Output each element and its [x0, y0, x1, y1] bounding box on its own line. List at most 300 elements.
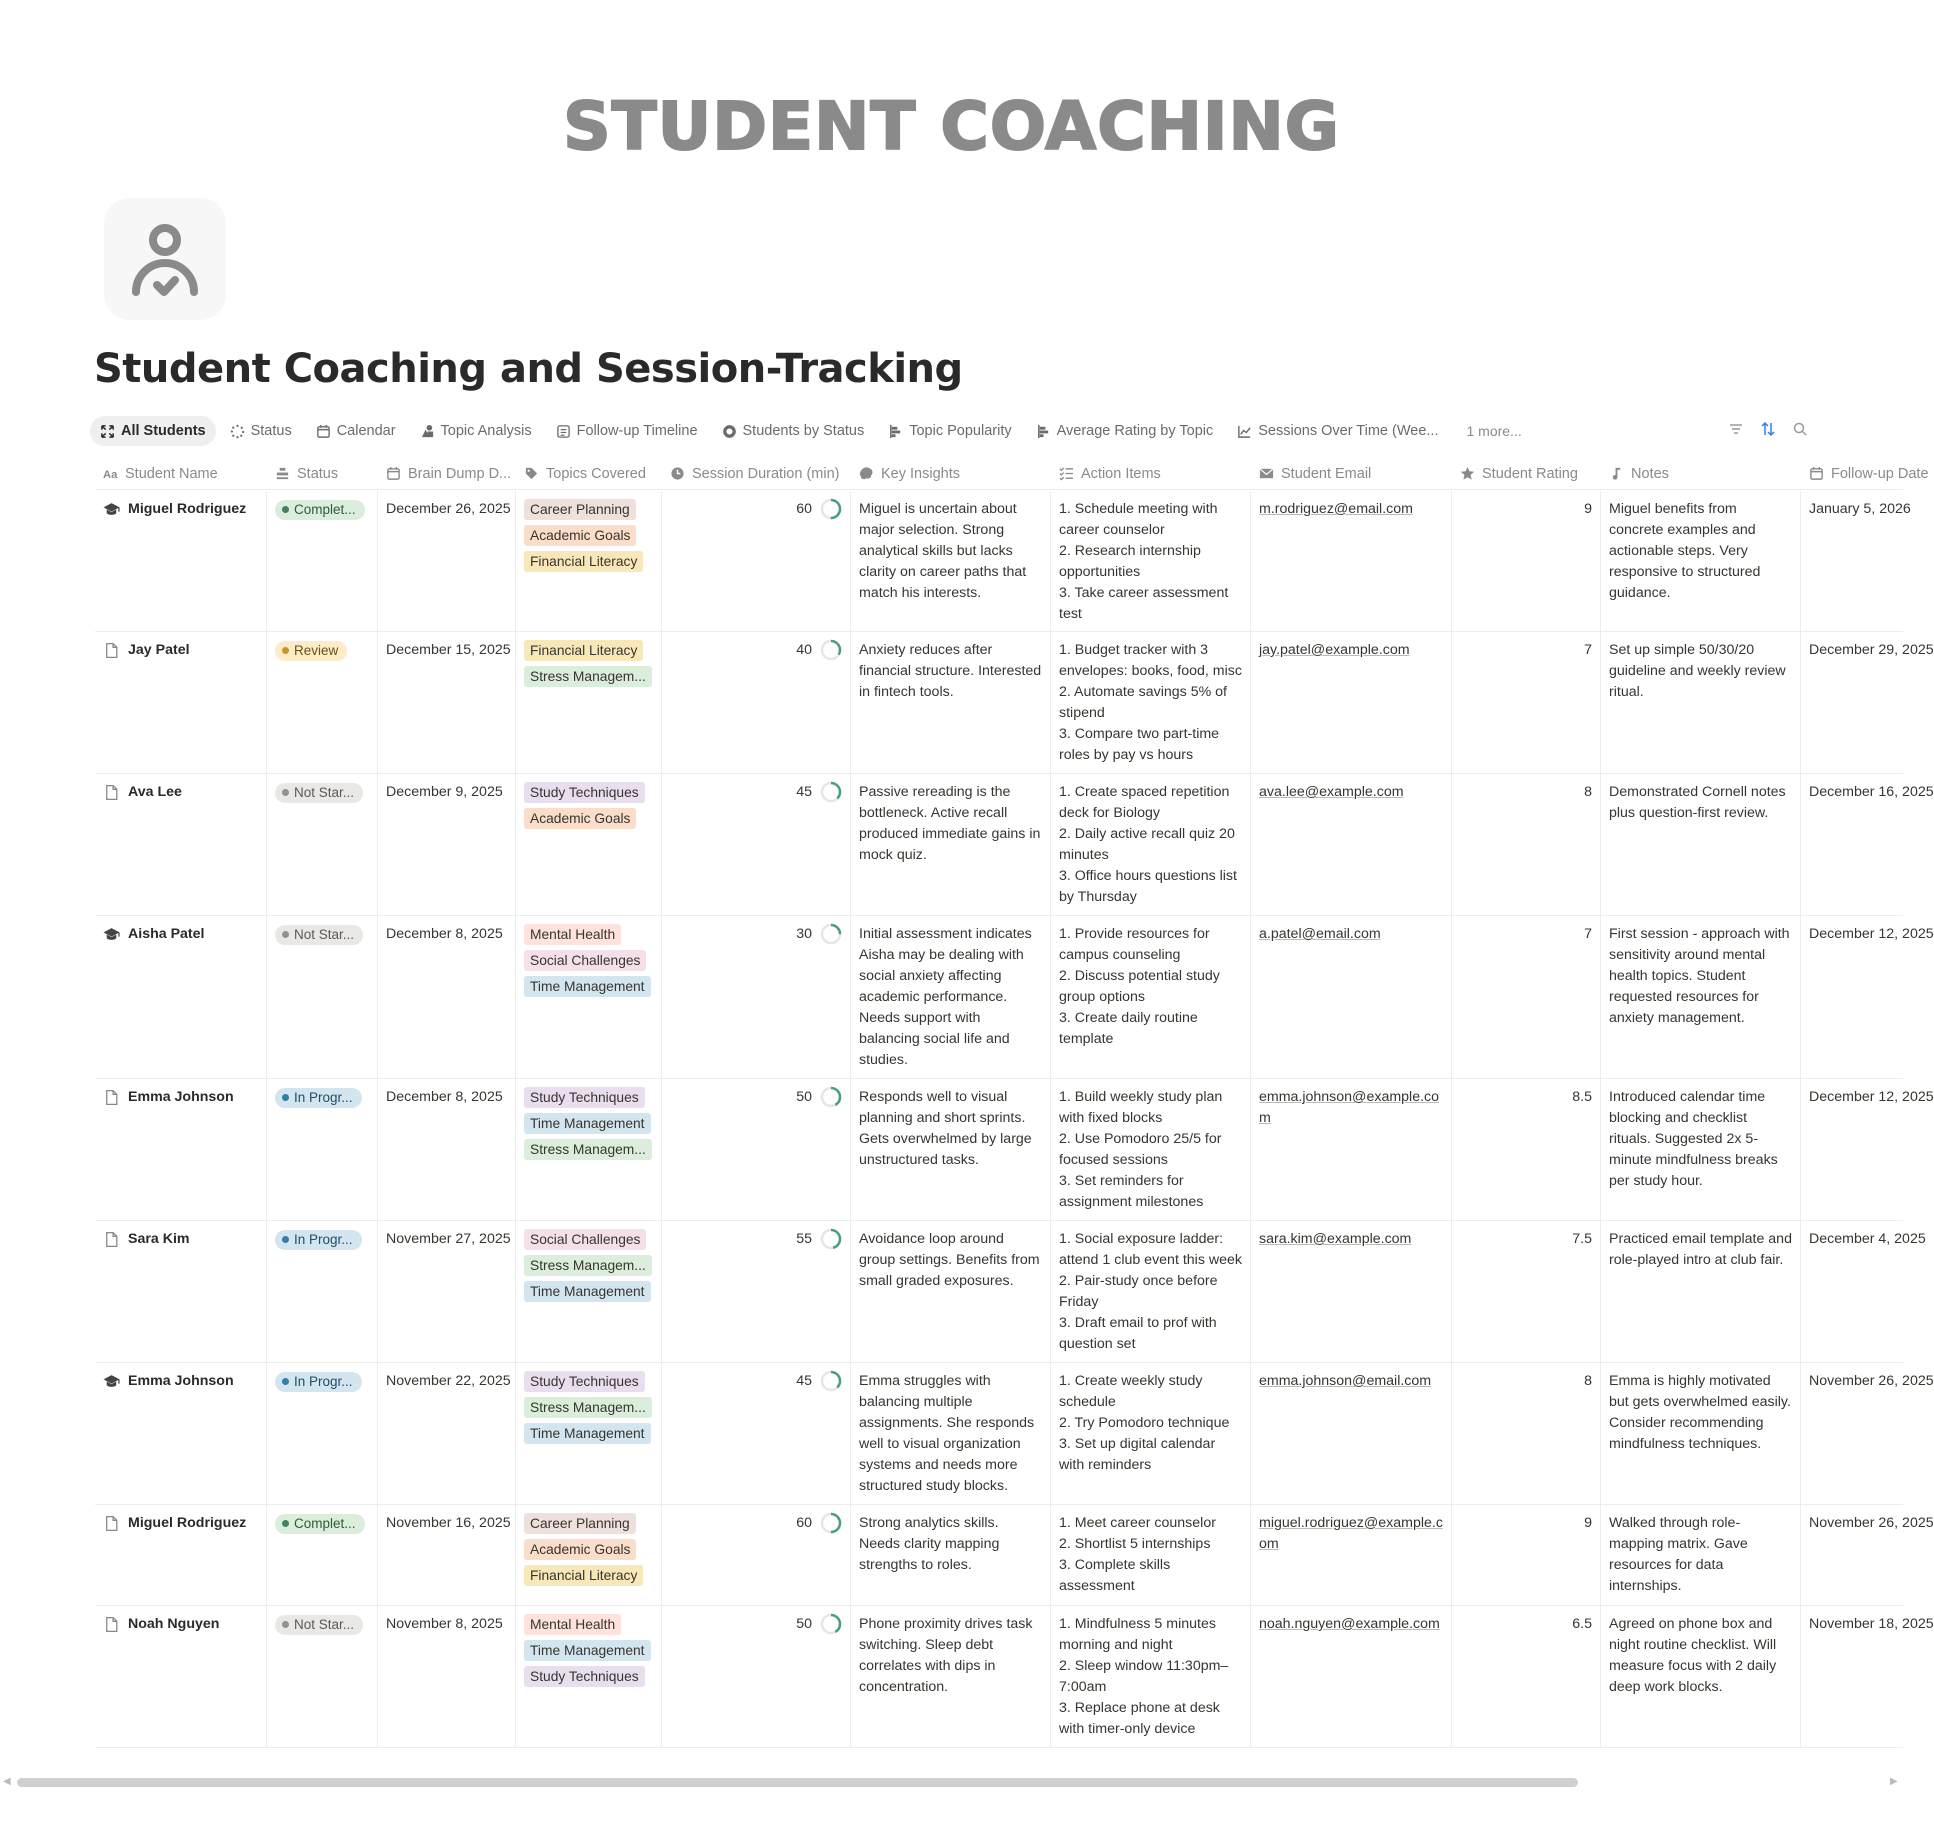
view-toolbar: [1728, 421, 1808, 437]
brain-dump-date: December 15, 2025: [386, 642, 511, 658]
key-insights: Strong analytics skills. Needs clarity mapping strengths to roles.: [859, 1515, 1000, 1573]
cell-student-name[interactable]: [95, 632, 267, 773]
calendar-icon: [386, 466, 401, 481]
tab-topic-popularity[interactable]: [878, 416, 1021, 446]
follow-up-date: November 26, 2025: [1809, 1373, 1934, 1389]
cell-key-insights[interactable]: [851, 1221, 1051, 1362]
brain-dump-date: November 16, 2025: [386, 1515, 511, 1531]
status-badge[interactable]: Complet...: [275, 500, 365, 520]
topic-tag: Study Techniques: [524, 782, 645, 803]
key-insights: Responds well to visual planning and short sprints. Gets overwhelmed by large unstructured tasks.: [859, 1089, 1032, 1168]
cell-student-email[interactable]: [1251, 1363, 1452, 1504]
topic-tag: Academic Goals: [524, 1539, 636, 1560]
student-email[interactable]: jay.patel@example.com: [1259, 642, 1410, 658]
student-name[interactable]: Aisha Patel: [103, 924, 258, 945]
topic-tag: Financial Literacy: [524, 1565, 643, 1586]
action-item: 1. Create weekly study schedule: [1059, 1373, 1203, 1410]
cell-status[interactable]: [267, 1606, 378, 1747]
page-icon: [103, 642, 120, 659]
table-row[interactable]: [95, 491, 1911, 632]
cell-topics-covered[interactable]: [516, 1079, 662, 1220]
cell-topics-covered[interactable]: [516, 774, 662, 915]
notes: Walked through role-mapping matrix. Gave resources for data internships.: [1609, 1515, 1748, 1594]
action-item: 2. Daily active recall quiz 20 minutes: [1059, 826, 1235, 863]
student-name[interactable]: Emma Johnson: [103, 1371, 258, 1392]
duration-ring: [820, 1512, 842, 1534]
mail-icon: [1259, 466, 1274, 481]
topic-tag: Stress Managem...: [524, 1139, 652, 1160]
sort-icon[interactable]: [1760, 421, 1776, 437]
column-label: Student Email: [1281, 465, 1372, 482]
action-item: 3. Draft email to prof with question set: [1059, 1315, 1217, 1352]
student-email[interactable]: m.rodriguez@email.com: [1259, 501, 1413, 517]
action-item: 1. Build weekly study plan with fixed blocks: [1059, 1089, 1223, 1126]
cell-notes[interactable]: [1601, 491, 1801, 631]
topic-tag: Stress Managem...: [524, 1397, 652, 1418]
action-item: 1. Provide resources for campus counseling: [1059, 926, 1210, 963]
student-rating: 9: [1584, 1515, 1592, 1531]
action-item: 2. Automate savings 5% of stipend: [1059, 684, 1227, 721]
cell-brain-dump-d[interactable]: [378, 1606, 516, 1747]
action-item: 1. Social exposure ladder: attend 1 club event this week: [1059, 1231, 1242, 1268]
cell-student-email[interactable]: [1251, 1505, 1452, 1605]
cell-student-rating[interactable]: [1452, 491, 1601, 631]
text-icon: [103, 466, 118, 481]
tab-average-rating-by-topic[interactable]: [1026, 416, 1224, 446]
scroll-left-icon[interactable]: ◀: [3, 1776, 11, 1787]
status-dot: [282, 931, 289, 938]
cell-topics-covered[interactable]: [516, 1505, 662, 1605]
cell-follow-up-date[interactable]: [1801, 1606, 1934, 1747]
cell-key-insights[interactable]: [851, 1505, 1051, 1605]
column-label: Brain Dump D...: [408, 465, 512, 482]
student-name[interactable]: Noah Nguyen: [103, 1614, 258, 1635]
cell-notes[interactable]: [1601, 1079, 1801, 1220]
page-icon: [103, 1231, 120, 1248]
session-duration: 50: [796, 1616, 812, 1632]
follow-up-date: January 5, 2026: [1809, 501, 1911, 517]
cell-topics-covered[interactable]: [516, 1363, 662, 1504]
timeline-icon: [556, 424, 571, 439]
banner-title: STUDENT COACHING: [563, 88, 1340, 165]
student-rating: 7: [1584, 926, 1592, 942]
cell-key-insights[interactable]: [851, 774, 1051, 915]
table-row[interactable]: [95, 916, 1934, 1079]
cell-session-duration-min[interactable]: [662, 632, 851, 773]
cell-session-duration-min[interactable]: [662, 774, 851, 915]
duration-ring: [820, 1613, 842, 1635]
cell-student-email[interactable]: [1251, 632, 1452, 773]
brain-dump-date: November 27, 2025: [386, 1231, 511, 1247]
brain-dump-date: December 8, 2025: [386, 1089, 503, 1105]
cell-brain-dump-d[interactable]: [378, 916, 516, 1078]
cell-status[interactable]: [267, 774, 378, 915]
student-name[interactable]: Sara Kim: [103, 1229, 258, 1250]
cell-topics-covered[interactable]: [516, 916, 662, 1078]
cell-notes[interactable]: [1601, 1363, 1801, 1504]
cell-student-name[interactable]: [95, 1079, 267, 1220]
student-email[interactable]: noah.nguyen@example.com: [1259, 1616, 1440, 1632]
student-rating: 8: [1584, 1373, 1592, 1389]
column-label: Topics Covered: [546, 465, 646, 482]
shapes-icon: [420, 424, 435, 439]
column-header-notes[interactable]: [1601, 458, 1801, 489]
cell-student-email[interactable]: [1251, 491, 1452, 631]
cell-action-items[interactable]: [1051, 1221, 1251, 1362]
cell-student-email[interactable]: [1251, 1606, 1452, 1747]
bar-chart-icon: [1036, 424, 1051, 439]
session-duration: 30: [796, 926, 812, 942]
tab-label: Students by Status: [742, 423, 865, 439]
column-header-status[interactable]: [267, 458, 378, 489]
action-item: 3. Create daily routine template: [1059, 1010, 1198, 1047]
cell-session-duration-min[interactable]: [662, 916, 851, 1078]
cell-student-name[interactable]: [95, 1505, 267, 1605]
action-item: 3. Complete skills assessment: [1059, 1557, 1171, 1594]
cell-brain-dump-d[interactable]: [378, 491, 516, 631]
table-row[interactable]: [95, 1221, 1926, 1363]
table-row[interactable]: [95, 774, 1934, 916]
cell-action-items[interactable]: [1051, 491, 1251, 631]
cell-follow-up-date[interactable]: [1801, 774, 1934, 915]
cell-brain-dump-d[interactable]: [378, 1079, 516, 1220]
cell-student-rating[interactable]: [1452, 916, 1601, 1078]
session-duration: 60: [796, 1515, 812, 1531]
student-email[interactable]: sara.kim@example.com: [1259, 1231, 1412, 1247]
cell-session-duration-min[interactable]: [662, 1079, 851, 1220]
horizontal-scrollbar[interactable]: [17, 1778, 1578, 1787]
cell-status[interactable]: [267, 1363, 378, 1504]
action-item: 1. Mindfulness 5 minutes morning and night: [1059, 1616, 1216, 1653]
cell-brain-dump-d[interactable]: [378, 632, 516, 773]
tab-calendar[interactable]: [306, 416, 406, 446]
student-rating: 7.5: [1572, 1231, 1592, 1247]
cell-student-rating[interactable]: [1452, 1505, 1601, 1605]
topic-tag: Time Management: [524, 1640, 651, 1661]
topic-tag: Career Planning: [524, 1513, 636, 1534]
topic-tag: Time Management: [524, 976, 651, 997]
topic-tag: Study Techniques: [524, 1371, 645, 1392]
topic-tag: Financial Literacy: [524, 551, 643, 572]
topic-tag: Academic Goals: [524, 808, 636, 829]
session-duration: 40: [796, 642, 812, 658]
cell-student-rating[interactable]: [1452, 1363, 1601, 1504]
page-icon: [103, 1515, 120, 1532]
topic-tag: Time Management: [524, 1113, 651, 1134]
cell-action-items[interactable]: [1051, 916, 1251, 1078]
cell-topics-covered[interactable]: [516, 632, 662, 773]
student-rating: 7: [1584, 642, 1592, 658]
cell-brain-dump-d[interactable]: [378, 774, 516, 915]
page-icon: [103, 784, 120, 801]
cell-student-name[interactable]: [95, 774, 267, 915]
topic-tag: Social Challenges: [524, 950, 646, 971]
graduation-cap-icon: [103, 501, 120, 518]
note-icon: [1609, 466, 1624, 481]
student-email[interactable]: emma.johnson@example.com: [1259, 1089, 1440, 1126]
column-header-topics-covered[interactable]: [516, 458, 662, 489]
column-label: Student Rating: [1482, 465, 1578, 482]
duration-ring: [820, 639, 842, 661]
brain-dump-date: December 8, 2025: [386, 926, 503, 942]
cell-action-items[interactable]: [1051, 1505, 1251, 1605]
action-item: 1. Meet career counselor: [1059, 1515, 1216, 1531]
cell-action-items[interactable]: [1051, 632, 1251, 773]
student-name[interactable]: Ava Lee: [103, 782, 258, 803]
topic-tag: Time Management: [524, 1281, 651, 1302]
loading-icon: [230, 424, 245, 439]
cell-key-insights[interactable]: [851, 632, 1051, 773]
student-rating: 8.5: [1572, 1089, 1592, 1105]
cell-notes[interactable]: [1601, 1505, 1801, 1605]
table-row[interactable]: [95, 1606, 1934, 1748]
tab-label: Calendar: [336, 423, 396, 439]
table-row[interactable]: [95, 632, 1934, 774]
cell-status[interactable]: [267, 1505, 378, 1605]
table-row[interactable]: [95, 1363, 1934, 1505]
cell-topics-covered[interactable]: [516, 1221, 662, 1362]
cell-student-rating[interactable]: [1452, 1221, 1601, 1362]
cell-brain-dump-d[interactable]: [378, 1505, 516, 1605]
status-badge[interactable]: Complet...: [275, 1514, 365, 1534]
cell-student-name[interactable]: [95, 491, 267, 631]
tab-label: Follow-up Timeline: [576, 423, 698, 439]
topic-tag: Time Management: [524, 1423, 651, 1444]
action-item: 2. Research internship opportunities: [1059, 543, 1201, 580]
cell-notes[interactable]: [1601, 1221, 1801, 1362]
cell-status[interactable]: [267, 1221, 378, 1362]
cell-action-items[interactable]: [1051, 1363, 1251, 1504]
column-header-session-duration-min[interactable]: [662, 458, 851, 489]
page-icon-student-check[interactable]: [104, 198, 226, 320]
key-insights: Emma struggles with balancing multiple assignments. She responds well to visual organization systems and needs more structured study blocks.: [859, 1373, 1035, 1494]
status-badge[interactable]: In Progr...: [275, 1230, 362, 1250]
tab-sessions-over-time-wee[interactable]: [1227, 416, 1448, 446]
cell-student-name[interactable]: [95, 1363, 267, 1504]
status-dot: [282, 1520, 289, 1527]
cell-student-email[interactable]: [1251, 1079, 1452, 1220]
cell-action-items[interactable]: [1051, 774, 1251, 915]
cell-follow-up-date[interactable]: [1801, 491, 1911, 631]
column-header-action-items[interactable]: [1051, 458, 1251, 489]
session-duration: 50: [796, 1089, 812, 1105]
cell-follow-up-date[interactable]: [1801, 1079, 1934, 1220]
column-header-student-rating[interactable]: [1452, 458, 1601, 489]
cell-status[interactable]: [267, 632, 378, 773]
topic-tag: Career Planning: [524, 499, 636, 520]
cell-action-items[interactable]: [1051, 1606, 1251, 1747]
follow-up-date: November 18, 2025: [1809, 1616, 1934, 1632]
status-badge[interactable]: Review: [275, 641, 347, 661]
cell-key-insights[interactable]: [851, 1606, 1051, 1747]
more-views-button[interactable]: 1 more...: [1466, 423, 1522, 439]
cell-key-insights[interactable]: [851, 1079, 1051, 1220]
cell-student-email[interactable]: [1251, 774, 1452, 915]
column-header-student-name[interactable]: [95, 458, 267, 489]
cell-brain-dump-d[interactable]: [378, 1221, 516, 1362]
status-icon: [275, 466, 290, 481]
tab-label: Topic Analysis: [440, 423, 532, 439]
status-dot: [282, 1621, 289, 1628]
column-label: Notes: [1631, 465, 1669, 482]
column-header-brain-dump-d[interactable]: [378, 458, 516, 489]
brain-dump-date: November 22, 2025: [386, 1373, 511, 1389]
column-header-key-insights[interactable]: [851, 458, 1051, 489]
cell-student-rating[interactable]: [1452, 1079, 1601, 1220]
tab-follow-up-timeline[interactable]: [546, 416, 708, 446]
student-email[interactable]: emma.johnson@email.com: [1259, 1373, 1432, 1389]
table-row[interactable]: [95, 1505, 1934, 1606]
notes: Agreed on phone box and night routine checklist. Will measure focus with 2 daily deep work blocks.: [1609, 1616, 1777, 1695]
cell-status[interactable]: [267, 491, 378, 631]
action-item: 2. Use Pomodoro 25/5 for focused sessions: [1059, 1131, 1222, 1168]
tab-status[interactable]: [220, 416, 302, 446]
status-dot: [282, 789, 289, 796]
cell-follow-up-date[interactable]: [1801, 1363, 1934, 1504]
topic-tag: Mental Health: [524, 924, 621, 945]
tab-label: All Students: [121, 423, 206, 439]
cell-student-name[interactable]: [95, 916, 267, 1078]
column-label: Key Insights: [881, 465, 960, 482]
cell-student-rating[interactable]: [1452, 632, 1601, 773]
topic-tag: Study Techniques: [524, 1666, 645, 1687]
student-rating: 8: [1584, 784, 1592, 800]
view-tabs: [90, 415, 1522, 447]
tab-students-by-status[interactable]: [712, 416, 875, 446]
cell-session-duration-min[interactable]: [662, 491, 851, 631]
student-name[interactable]: Miguel Rodriguez: [103, 499, 258, 520]
calendar-icon: [1809, 466, 1824, 481]
duration-ring: [820, 923, 842, 945]
search-icon[interactable]: [1792, 421, 1808, 437]
student-name[interactable]: Miguel Rodriguez: [103, 1513, 258, 1534]
status-dot: [282, 1236, 289, 1243]
graduation-cap-icon: [103, 926, 120, 943]
page-title: Student Coaching and Session-Tracking: [94, 346, 963, 392]
follow-up-date: December 16, 2025: [1809, 784, 1934, 800]
cell-status[interactable]: [267, 1079, 378, 1220]
cell-status[interactable]: [267, 916, 378, 1078]
student-email[interactable]: a.patel@email.com: [1259, 926, 1381, 942]
notes: Set up simple 50/30/20 guideline and weekly review ritual.: [1609, 642, 1786, 700]
tab-label: Topic Popularity: [909, 423, 1012, 439]
cell-notes[interactable]: [1601, 1606, 1801, 1747]
status-dot: [282, 506, 289, 513]
cell-session-duration-min[interactable]: [662, 1606, 851, 1747]
student-email[interactable]: miguel.rodriguez@example.com: [1259, 1515, 1443, 1552]
status-badge[interactable]: Not Star...: [275, 925, 363, 945]
cell-session-duration-min[interactable]: [662, 1363, 851, 1504]
topic-tag: Stress Managem...: [524, 1255, 652, 1276]
follow-up-date: December 29, 2025: [1809, 642, 1934, 658]
status-badge[interactable]: Not Star...: [275, 783, 363, 803]
topic-tag: Stress Managem...: [524, 666, 652, 687]
follow-up-date: December 12, 2025: [1809, 926, 1934, 942]
action-item: 1. Create spaced repetition deck for Biology: [1059, 784, 1230, 821]
action-item: 1. Budget tracker with 3 envelopes: books, food, misc: [1059, 642, 1242, 679]
column-header-student-email[interactable]: [1251, 458, 1452, 489]
status-badge[interactable]: In Progr...: [275, 1372, 362, 1392]
cell-topics-covered[interactable]: [516, 491, 662, 631]
status-badge[interactable]: Not Star...: [275, 1615, 363, 1635]
cell-follow-up-date[interactable]: [1801, 1505, 1934, 1605]
tab-topic-analysis[interactable]: [410, 416, 542, 446]
cell-student-rating[interactable]: [1452, 774, 1601, 915]
cell-key-insights[interactable]: [851, 1363, 1051, 1504]
tab-all-students[interactable]: [90, 416, 216, 446]
cell-brain-dump-d[interactable]: [378, 1363, 516, 1504]
cell-student-name[interactable]: [95, 1221, 267, 1362]
cell-key-insights[interactable]: [851, 491, 1051, 631]
cell-follow-up-date[interactable]: [1801, 916, 1934, 1078]
cell-notes[interactable]: [1601, 916, 1801, 1078]
topic-tag: Social Challenges: [524, 1229, 646, 1250]
status-dot: [282, 1094, 289, 1101]
status-dot: [282, 1378, 289, 1385]
cell-follow-up-date[interactable]: [1801, 1221, 1926, 1362]
scroll-right-icon[interactable]: ▶: [1890, 1776, 1898, 1787]
cell-action-items[interactable]: [1051, 1079, 1251, 1220]
tab-label: Average Rating by Topic: [1056, 423, 1214, 439]
duration-ring: [820, 498, 842, 520]
action-item: 2. Sleep window 11:30pm–7:00am: [1059, 1658, 1229, 1695]
table-row[interactable]: [95, 1079, 1934, 1221]
cell-student-name[interactable]: [95, 1606, 267, 1747]
person-check-icon: [104, 198, 226, 320]
action-item: 3. Set reminders for assignment milestones: [1059, 1173, 1204, 1210]
cell-session-duration-min[interactable]: [662, 1221, 851, 1362]
notes: Introduced calendar time blocking and checklist rituals. Suggested 2x 5-minute mindfulness breaks per study hour.: [1609, 1089, 1778, 1189]
student-rating: 9: [1584, 501, 1592, 517]
filter-icon[interactable]: [1728, 421, 1744, 437]
notes: Emma is highly motivated but gets overwhelmed easily. Consider recommending mindfulness techniques.: [1609, 1373, 1791, 1452]
donut-chart-icon: [722, 424, 737, 439]
student-name[interactable]: Jay Patel: [103, 640, 258, 661]
cell-student-email[interactable]: [1251, 916, 1452, 1078]
student-name[interactable]: Emma Johnson: [103, 1087, 258, 1108]
key-insights: Passive rereading is the bottleneck. Active recall produced immediate gains in mock quiz.: [859, 784, 1041, 863]
page-icon: [103, 1089, 120, 1106]
cell-key-insights[interactable]: [851, 916, 1051, 1078]
cell-notes[interactable]: [1601, 632, 1801, 773]
action-item: 2. Try Pomodoro technique: [1059, 1415, 1230, 1431]
action-item: 1. Schedule meeting with career counselor: [1059, 501, 1218, 538]
column-header-follow-up-date[interactable]: [1801, 458, 1929, 489]
student-email[interactable]: ava.lee@example.com: [1259, 784, 1404, 800]
topic-tag: Financial Literacy: [524, 640, 643, 661]
status-dot: [282, 647, 289, 654]
graduation-cap-icon: [103, 1373, 120, 1390]
cell-notes[interactable]: [1601, 774, 1801, 915]
cell-follow-up-date[interactable]: [1801, 632, 1934, 773]
column-label: Session Duration (min): [692, 465, 840, 482]
cell-topics-covered[interactable]: [516, 1606, 662, 1747]
cell-student-email[interactable]: [1251, 1221, 1452, 1362]
cell-student-rating[interactable]: [1452, 1606, 1601, 1747]
session-duration: 60: [796, 501, 812, 517]
session-duration: 55: [796, 1231, 812, 1247]
cell-session-duration-min[interactable]: [662, 1505, 851, 1605]
status-badge[interactable]: In Progr...: [275, 1088, 362, 1108]
action-item: 2. Shortlist 5 internships: [1059, 1536, 1211, 1552]
star-icon: [1460, 466, 1475, 481]
notes: Demonstrated Cornell notes plus question-first review.: [1609, 784, 1786, 821]
brain-icon: [859, 466, 874, 481]
duration-ring: [820, 781, 842, 803]
bar-chart-icon: [888, 424, 903, 439]
svg-text:Aa: Aa: [103, 469, 118, 482]
action-item: 3. Replace phone at desk with timer-only device: [1059, 1700, 1220, 1737]
